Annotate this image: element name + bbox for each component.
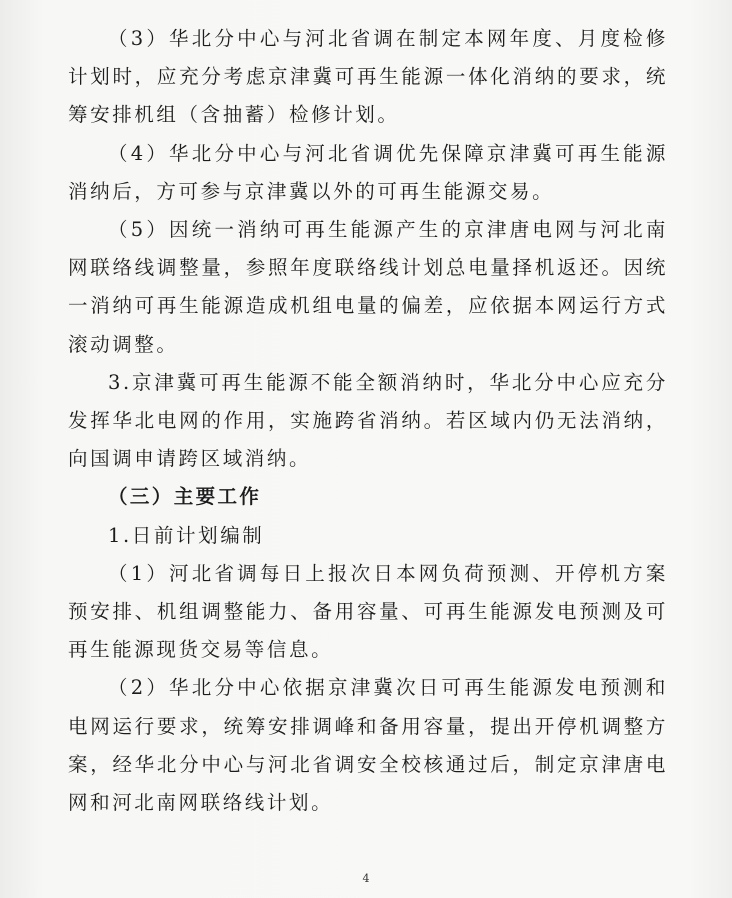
paragraph-step-1: （1）河北省调每日上报次日本网负荷预测、开停机方案预安排、机组调整能力、备用容量、可再生能源发电预测及可再生能源现货交易等信息。 (68, 561, 668, 662)
subheading: 1.日前计划编制 (108, 523, 265, 547)
section-heading: （三）主要工作 (108, 485, 262, 509)
paragraph-item-5: （5）因统一消纳可再生能源产生的京津唐电网与河北南网联络线调整量，参照年度联络线计划总电量择机返还。因统一消纳可再生能源造成机组电量的偏差，应依据本网运行方式滚动调整。 (68, 218, 668, 356)
paragraph-item-3: （3）华北分中心与河北省调在制定本网年度、月度检修计划时，应充分考虑京津冀可再生能源一体化消纳的要求，统筹安排机组（含抽蓄）检修计划。 (68, 27, 668, 127)
paragraph-item-4: （4）华北分中心与河北省调优先保障京津冀可再生能源消纳后，方可参与京津冀以外的可再生能源交易。 (68, 141, 668, 203)
paragraph-step-2: （2）华北分中心依据京津冀次日可再生能源发电预测和电网运行要求，统筹安排调峰和备用容量，提出开停机调整方案，经华北分中心与河北省调安全校核通过后，制定京津唐电网和河北南网联络线计划。 (68, 676, 668, 815)
paragraph-cross-province: 3.京津冀可再生能源不能全额消纳时，华北分中心应充分发挥华北电网的作用，实施跨省消纳。若区域内仍无法消纳，向国调申请跨区域消纳。 (68, 370, 668, 471)
document-body (68, 20, 668, 822)
page-number: 4 (362, 872, 370, 885)
